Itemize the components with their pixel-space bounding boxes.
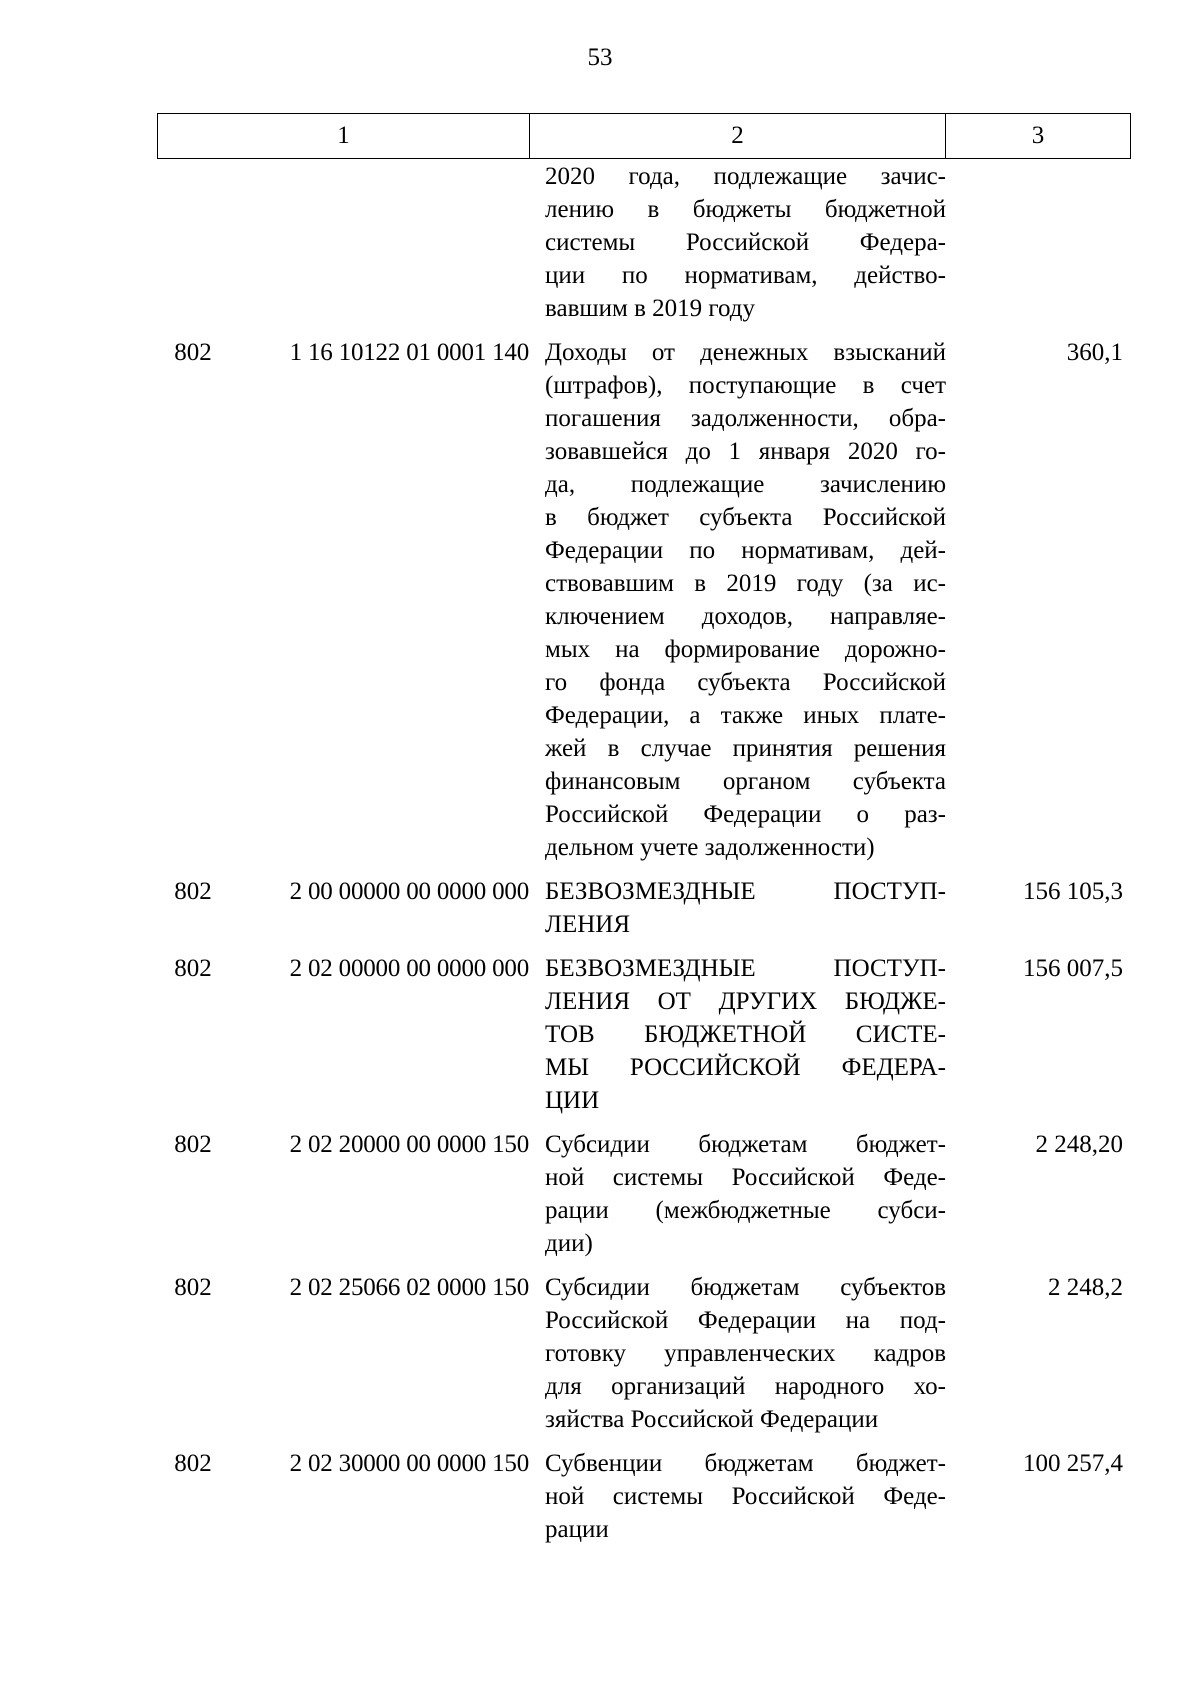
cell-admin-code: 802 xyxy=(174,339,212,366)
cell-income-name xyxy=(545,1447,946,1546)
table-row xyxy=(157,1128,1131,1260)
income-name-line: погашения задолженности, обра- xyxy=(545,405,946,432)
cell-amount: 2 248,20 xyxy=(1035,1131,1123,1158)
income-name-line: Субсидии бюджетам субъектов xyxy=(545,1274,946,1301)
income-name-line: ЛЕНИЯ xyxy=(545,911,631,938)
cell-admin-code: 802 xyxy=(174,1450,212,1477)
income-name-line: ЦИИ xyxy=(545,1087,600,1114)
table-row xyxy=(157,1447,1131,1546)
income-name-line: рации (межбюджетные субси- xyxy=(545,1197,946,1224)
income-name-line: мых на формирование дорожно- xyxy=(545,636,946,663)
header-col-1: 1 xyxy=(158,114,530,158)
income-name-line: готовку управленческих кадров xyxy=(545,1340,946,1367)
income-name-line: вавшим в 2019 году xyxy=(545,295,756,322)
income-name-line: рации xyxy=(545,1516,609,1543)
income-name-line: ной системы Российской Феде- xyxy=(545,1164,946,1191)
income-name-line: системы Российской Федера- xyxy=(545,229,946,256)
income-name-line: лению в бюджеты бюджетной xyxy=(545,196,946,223)
income-name-line: ствовавшим в 2019 году (за ис- xyxy=(545,570,946,597)
income-name-line: ТОВ БЮДЖЕТНОЙ СИСТЕ- xyxy=(545,1021,946,1048)
income-name-line: го фонда субъекта Российской xyxy=(545,669,946,696)
header-col-3: 3 xyxy=(1031,122,1045,149)
income-name-line: Российской Федерации о раз- xyxy=(545,801,946,828)
income-name-line: (штрафов), поступающие в счет xyxy=(545,372,946,399)
income-name-line: МЫ РОССИЙСКОЙ ФЕДЕРА- xyxy=(545,1054,946,1081)
income-name-line: ной системы Российской Феде- xyxy=(545,1483,946,1510)
income-name-line: дельном учете задолженности) xyxy=(545,834,875,861)
table-row xyxy=(157,160,1131,325)
cell-admin-code: 802 xyxy=(174,1131,212,1158)
income-name-line: ключением доходов, направляе- xyxy=(545,603,946,630)
income-name-line: в бюджет субъекта Российской xyxy=(545,504,946,531)
income-name-line: финансовым органом субъекта xyxy=(545,768,946,795)
cell-budget-code: 2 02 30000 00 0000 150 xyxy=(289,1450,529,1477)
income-name-line: для организаций народного хо- xyxy=(545,1373,946,1400)
table-row xyxy=(157,952,1131,1117)
income-name-line: зяйства Российской Федерации xyxy=(545,1406,879,1433)
income-name-line: Федерации, а также иных плате- xyxy=(545,702,946,729)
cell-income-name xyxy=(545,1271,946,1436)
income-name-line: жей в случае принятия решения xyxy=(545,735,946,762)
cell-admin-code xyxy=(157,160,229,325)
cell-amount xyxy=(946,160,1131,325)
income-name-line: дии) xyxy=(545,1230,593,1257)
cell-income-name xyxy=(545,1128,946,1260)
income-name-line: ЛЕНИЯ ОТ ДРУГИХ БЮДЖЕ- xyxy=(545,988,946,1015)
page-number: 53 xyxy=(587,44,613,71)
income-name-line: Субвенции бюджетам бюджет- xyxy=(545,1450,946,1477)
income-name-line: БЕЗВОЗМЕЗДНЫЕ ПОСТУП- xyxy=(545,878,946,905)
table-header xyxy=(157,113,1131,159)
cell-admin-code: 802 xyxy=(174,955,212,982)
header-col-2: 2 xyxy=(530,114,946,158)
cell-budget-code: 2 02 25066 02 0000 150 xyxy=(289,1274,529,1301)
cell-budget-code: 1 16 10122 01 0001 140 xyxy=(289,339,529,366)
income-name-line: БЕЗВОЗМЕЗДНЫЕ ПОСТУП- xyxy=(545,955,946,982)
income-name-line: зовавшейся до 1 января 2020 го- xyxy=(545,438,946,465)
cell-income-name xyxy=(545,160,946,325)
income-name-line: Субсидии бюджетам бюджет- xyxy=(545,1131,946,1158)
income-name-line: 2020 года, подлежащие зачис- xyxy=(545,163,946,190)
income-name-line: Федерации по нормативам, дей- xyxy=(545,537,946,564)
income-name-line: ции по нормативам, действо- xyxy=(545,262,946,289)
cell-budget-code: 2 00 00000 00 0000 000 xyxy=(289,878,529,905)
cell-amount: 100 257,4 xyxy=(1023,1450,1123,1477)
cell-budget-code: 2 02 00000 00 0000 000 xyxy=(289,955,529,982)
cell-admin-code: 802 xyxy=(174,1274,212,1301)
income-name-line: да, подлежащие зачислению xyxy=(545,471,946,498)
cell-amount: 2 248,2 xyxy=(1048,1274,1123,1301)
cell-income-name xyxy=(545,336,946,864)
table-body xyxy=(157,160,1131,1557)
table-row xyxy=(157,336,1131,864)
cell-income-name xyxy=(545,875,946,941)
table-row xyxy=(157,875,1131,941)
cell-income-name xyxy=(545,952,946,1117)
income-name-line: Доходы от денежных взысканий xyxy=(545,339,946,366)
cell-admin-code: 802 xyxy=(174,878,212,905)
cell-amount: 156 007,5 xyxy=(1023,955,1123,982)
cell-budget-code xyxy=(229,160,529,325)
cell-amount: 360,1 xyxy=(1066,339,1123,366)
income-name-line: Российской Федерации на под- xyxy=(545,1307,946,1334)
table-row xyxy=(157,1271,1131,1436)
cell-budget-code: 2 02 20000 00 0000 150 xyxy=(289,1131,529,1158)
cell-amount: 156 105,3 xyxy=(1023,878,1123,905)
